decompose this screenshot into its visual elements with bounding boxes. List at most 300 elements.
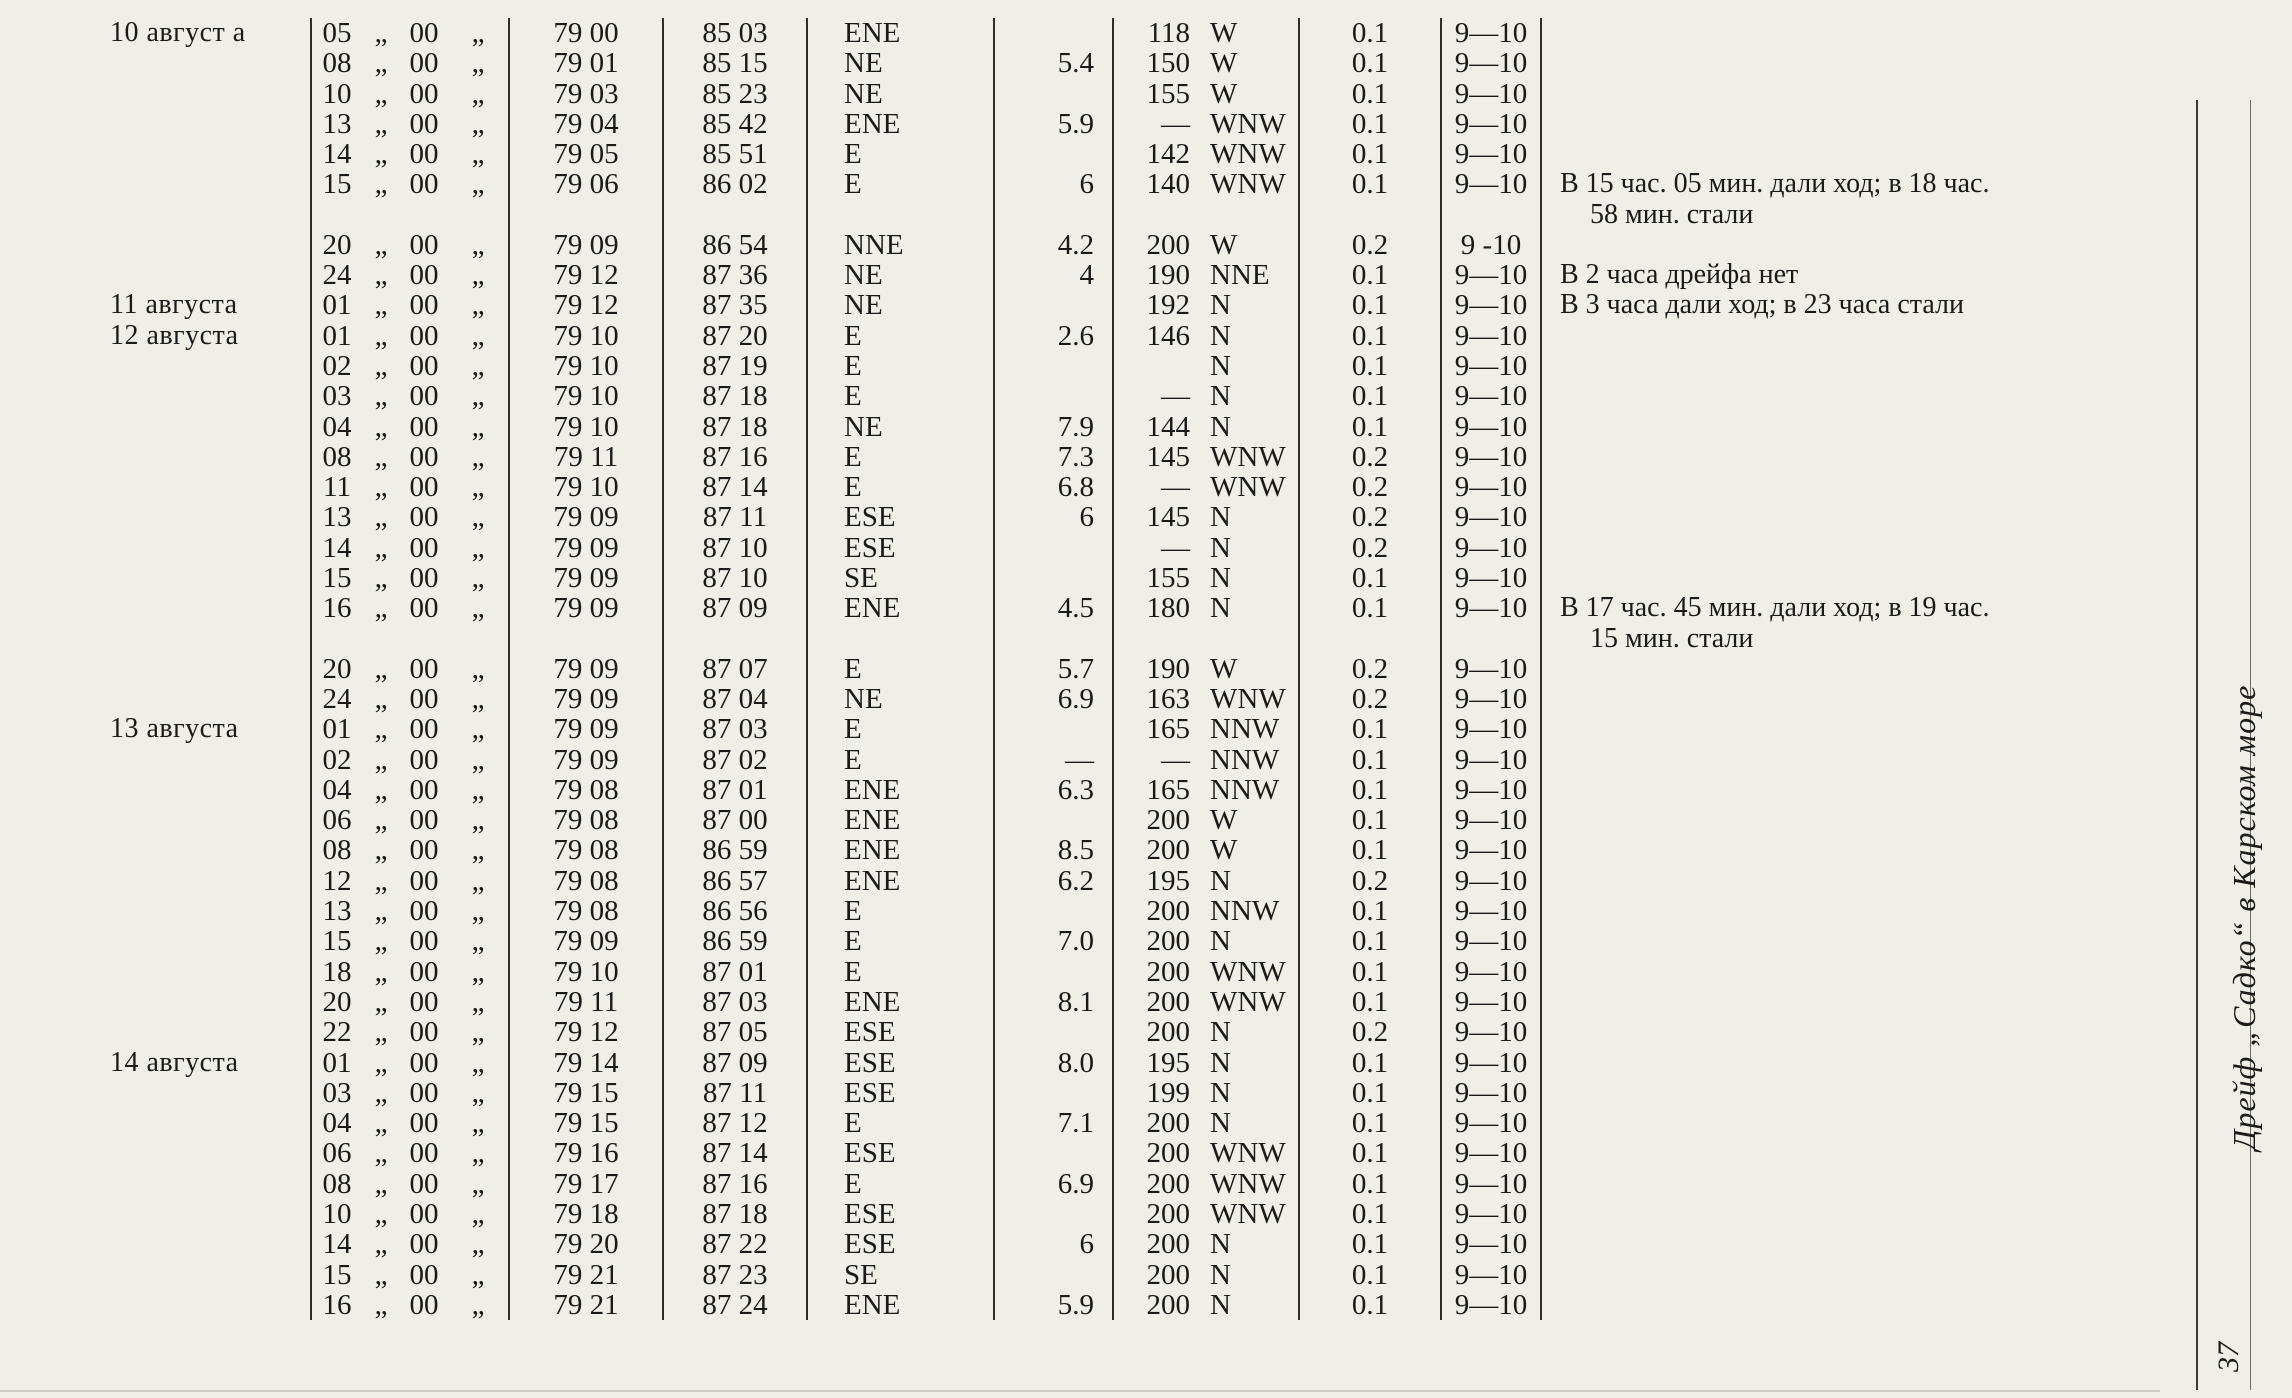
- hour-cell: 16: [311, 1290, 362, 1320]
- drift-direction-cell: N: [1210, 562, 1231, 595]
- date-cell: [110, 563, 311, 593]
- hour-cell: 03: [311, 1078, 362, 1108]
- ditto-mark: „: [471, 349, 485, 382]
- latitude-cell: 79 01: [509, 48, 663, 78]
- latitude-cell: 79 09: [509, 563, 663, 593]
- longitude-cell: 87 10: [663, 533, 807, 563]
- longitude-cell: 86 02: [663, 169, 807, 199]
- wind-direction-cell: E: [807, 321, 994, 351]
- ice-concentration-cell: 9—10: [1441, 684, 1541, 714]
- drift-direction-cell: N: [1210, 319, 1231, 352]
- drift-speed-cell: 0.2: [1299, 442, 1441, 472]
- drift-direction-cell: N: [1210, 592, 1231, 625]
- latitude-cell: 79 09: [509, 926, 663, 956]
- hour-cell: 01: [311, 714, 362, 744]
- drift-direction-cell: WNW: [1210, 1197, 1286, 1230]
- ice-concentration-cell: 9—10: [1441, 714, 1541, 744]
- minute-cell: 00: [409, 834, 439, 867]
- drift-direction-cell: N: [1210, 1288, 1231, 1321]
- drift-direction-cell: N: [1210, 501, 1231, 534]
- ditto-mark: „: [374, 1228, 388, 1261]
- date-cell: [110, 169, 311, 199]
- latitude-cell: 79 04: [509, 109, 663, 139]
- drift-speed-cell: 0.1: [1299, 1078, 1441, 1108]
- minute-cell: 00: [409, 592, 439, 625]
- hour-cell: 15: [311, 169, 362, 199]
- wind-direction-cell: ENE: [807, 987, 994, 1017]
- drift-azimuth-cell: 195: [1113, 866, 1202, 896]
- ditto-mark: „: [471, 471, 485, 504]
- date-cell: 10 август а: [110, 17, 246, 48]
- drift-direction-cell: NNW: [1210, 713, 1280, 746]
- drift-direction-cell: WNW: [1210, 1167, 1286, 1200]
- date-cell: [110, 1078, 311, 1108]
- ditto-mark: „: [471, 773, 485, 806]
- date-cell: [110, 139, 311, 169]
- drift-azimuth-cell: 150: [1113, 48, 1202, 78]
- ditto-mark: „: [374, 228, 388, 261]
- minute-cell: 00: [409, 349, 439, 382]
- wind-speed-cell: [994, 351, 1113, 381]
- hour-cell: 24: [311, 260, 362, 290]
- drift-azimuth-cell: 146: [1113, 321, 1202, 351]
- ditto-mark: „: [374, 138, 388, 171]
- ditto-mark: „: [374, 1107, 388, 1140]
- wind-direction-cell: ENE: [807, 109, 994, 139]
- longitude-cell: 87 09: [663, 1048, 807, 1078]
- longitude-cell: 87 35: [663, 290, 807, 320]
- wind-speed-cell: [994, 381, 1113, 411]
- drift-speed-cell: 0.1: [1299, 593, 1441, 623]
- minute-cell: 00: [409, 17, 439, 49]
- date-cell: [110, 866, 311, 896]
- ice-concentration-cell: 9—10: [1441, 48, 1541, 78]
- ditto-mark: „: [471, 713, 485, 746]
- table-row: [110, 593, 2200, 623]
- ice-concentration-cell: 9—10: [1441, 381, 1541, 411]
- date-cell: [110, 745, 311, 775]
- wind-speed-cell: [994, 1078, 1113, 1108]
- wind-direction-cell: ESE: [807, 1078, 994, 1108]
- drift-speed-cell: 0.1: [1299, 563, 1441, 593]
- ditto-mark: „: [471, 1197, 485, 1230]
- date-cell: [110, 442, 311, 472]
- ice-concentration-cell: 9—10: [1441, 866, 1541, 896]
- longitude-cell: 87 10: [663, 563, 807, 593]
- longitude-cell: 87 18: [663, 1199, 807, 1229]
- ice-concentration-cell: 9—10: [1441, 987, 1541, 1017]
- date-cell: [110, 835, 311, 865]
- drift-speed-cell: 0.1: [1299, 1229, 1441, 1259]
- ice-concentration-cell: 9—10: [1441, 1078, 1541, 1108]
- table-row: [110, 775, 2200, 805]
- ditto-mark: „: [374, 895, 388, 928]
- minute-cell: 00: [409, 228, 439, 261]
- drift-direction-cell: W: [1210, 17, 1238, 49]
- latitude-cell: 79 09: [509, 745, 663, 775]
- hour-cell: 15: [311, 1260, 362, 1290]
- date-cell: [110, 1290, 311, 1320]
- longitude-cell: 86 54: [663, 230, 807, 260]
- ditto-mark: „: [374, 955, 388, 988]
- drift-direction-cell: WNW: [1210, 440, 1286, 473]
- wind-direction-cell: E: [807, 139, 994, 169]
- minute-cell: 00: [409, 985, 439, 1018]
- latitude-cell: 79 16: [509, 1138, 663, 1168]
- minute-cell: 00: [409, 925, 439, 958]
- minute-cell: 00: [409, 1107, 439, 1140]
- wind-speed-cell: 8.5: [994, 835, 1113, 865]
- wind-direction-cell: E: [807, 926, 994, 956]
- remark-cell: [1541, 957, 2200, 987]
- hour-cell: 06: [311, 805, 362, 835]
- remark-cell: [1541, 139, 2200, 169]
- ditto-mark: „: [374, 985, 388, 1018]
- drift-direction-cell: N: [1210, 1016, 1231, 1049]
- date-cell: [110, 1108, 311, 1138]
- table-row: [110, 321, 2200, 351]
- ditto-mark: „: [471, 1076, 485, 1109]
- date-cell: [110, 775, 311, 805]
- hour-cell: 02: [311, 745, 362, 775]
- ditto-mark: „: [471, 410, 485, 443]
- date-cell: [110, 593, 311, 623]
- hour-cell: 15: [311, 926, 362, 956]
- ditto-mark: „: [471, 562, 485, 595]
- minute-cell: 00: [409, 77, 439, 110]
- remark-cell: [1541, 472, 2200, 502]
- ditto-mark: „: [374, 682, 388, 715]
- minute-cell: 00: [409, 319, 439, 352]
- longitude-cell: 87 16: [663, 1169, 807, 1199]
- drift-speed-cell: 0.2: [1299, 866, 1441, 896]
- date-cell: [110, 502, 311, 532]
- minute-cell: 00: [409, 289, 439, 322]
- drift-speed-cell: 0.1: [1299, 351, 1441, 381]
- drift-direction-cell: W: [1210, 228, 1238, 261]
- ditto-mark: „: [374, 713, 388, 746]
- wind-speed-cell: 6.9: [994, 1169, 1113, 1199]
- drift-azimuth-cell: 155: [1113, 563, 1202, 593]
- ditto-mark: „: [374, 562, 388, 595]
- margin-rule: [2196, 100, 2198, 1390]
- ice-concentration-cell: 9—10: [1441, 139, 1541, 169]
- longitude-cell: 85 03: [663, 18, 807, 48]
- wind-direction-cell: E: [807, 1169, 994, 1199]
- drift-speed-cell: 0.1: [1299, 412, 1441, 442]
- wind-direction-cell: ENE: [807, 593, 994, 623]
- hour-cell: 14: [311, 1229, 362, 1259]
- ditto-mark: „: [374, 1046, 388, 1079]
- remark-cell: [1541, 1169, 2200, 1199]
- ice-concentration-cell: 9—10: [1441, 109, 1541, 139]
- hour-cell: 11: [311, 472, 362, 502]
- wind-speed-cell: 7.1: [994, 1108, 1113, 1138]
- wind-speed-cell: [994, 533, 1113, 563]
- ditto-mark: „: [374, 349, 388, 382]
- latitude-cell: 79 10: [509, 412, 663, 442]
- latitude-cell: 79 21: [509, 1260, 663, 1290]
- remark-cell: [1541, 926, 2200, 956]
- wind-speed-cell: 6.2: [994, 866, 1113, 896]
- ice-concentration-cell: 9—10: [1441, 79, 1541, 109]
- table-row: [110, 714, 2200, 744]
- drift-speed-cell: 0.1: [1299, 987, 1441, 1017]
- drift-azimuth-cell: 200: [1113, 1108, 1202, 1138]
- drift-speed-cell: 0.1: [1299, 290, 1441, 320]
- ice-concentration-cell: 9—10: [1441, 1229, 1541, 1259]
- date-cell: [110, 351, 311, 381]
- drift-azimuth-cell: 200: [1113, 957, 1202, 987]
- ice-concentration-cell: 9—10: [1441, 1138, 1541, 1168]
- latitude-cell: 79 08: [509, 805, 663, 835]
- drift-azimuth-cell: 118: [1113, 18, 1202, 48]
- latitude-cell: 79 17: [509, 1169, 663, 1199]
- ditto-mark: „: [374, 440, 388, 473]
- ditto-mark: „: [374, 471, 388, 504]
- drift-azimuth-cell: 165: [1113, 714, 1202, 744]
- remark-continuation-text: 15 мин. стали: [1590, 622, 1754, 654]
- ditto-mark: „: [374, 380, 388, 413]
- drift-speed-cell: 0.1: [1299, 1108, 1441, 1138]
- wind-speed-cell: [994, 805, 1113, 835]
- date-cell: [110, 1017, 311, 1047]
- drift-speed-cell: 0.1: [1299, 169, 1441, 199]
- latitude-cell: 79 09: [509, 502, 663, 532]
- ditto-mark: „: [471, 501, 485, 534]
- drift-speed-cell: 0.2: [1299, 684, 1441, 714]
- minute-cell: 00: [409, 713, 439, 746]
- longitude-cell: 87 23: [663, 1260, 807, 1290]
- wind-direction-cell: E: [807, 1108, 994, 1138]
- wind-speed-cell: 6.9: [994, 684, 1113, 714]
- latitude-cell: 79 11: [509, 987, 663, 1017]
- ice-concentration-cell: 9—10: [1441, 835, 1541, 865]
- wind-direction-cell: E: [807, 654, 994, 684]
- latitude-cell: 79 10: [509, 957, 663, 987]
- latitude-cell: 79 10: [509, 321, 663, 351]
- drift-azimuth-cell: 192: [1113, 290, 1202, 320]
- table-row: [110, 139, 2200, 169]
- longitude-cell: 87 01: [663, 957, 807, 987]
- ditto-mark: „: [471, 47, 485, 80]
- table-row: [110, 654, 2200, 684]
- drift-speed-cell: 0.1: [1299, 896, 1441, 926]
- drift-speed-cell: 0.1: [1299, 260, 1441, 290]
- minute-cell: 00: [409, 955, 439, 988]
- remark-cell: [1541, 1108, 2200, 1138]
- hour-cell: 13: [311, 502, 362, 532]
- ice-concentration-cell: 9—10: [1441, 260, 1541, 290]
- drift-speed-cell: 0.1: [1299, 79, 1441, 109]
- longitude-cell: 87 12: [663, 1108, 807, 1138]
- drift-direction-cell: WNW: [1210, 107, 1286, 140]
- latitude-cell: 79 09: [509, 593, 663, 623]
- minute-cell: 00: [409, 1016, 439, 1049]
- table-row: [110, 1229, 2200, 1259]
- table-row: [110, 472, 2200, 502]
- ice-concentration-cell: 9—10: [1441, 290, 1541, 320]
- drift-azimuth-cell: 200: [1113, 1199, 1202, 1229]
- remark-cell: [1541, 1199, 2200, 1229]
- wind-speed-cell: 5.7: [994, 654, 1113, 684]
- table-row: [110, 805, 2200, 835]
- ditto-mark: „: [471, 259, 485, 292]
- hour-cell: 04: [311, 1108, 362, 1138]
- drift-speed-cell: 0.1: [1299, 775, 1441, 805]
- latitude-cell: 79 09: [509, 684, 663, 714]
- latitude-cell: 79 09: [509, 654, 663, 684]
- table-row: [110, 533, 2200, 563]
- drift-direction-cell: N: [1210, 1258, 1231, 1291]
- ice-concentration-cell: 9—10: [1441, 351, 1541, 381]
- longitude-cell: 87 01: [663, 775, 807, 805]
- ditto-mark: „: [374, 1016, 388, 1049]
- remark-cell: [1541, 1048, 2200, 1078]
- ditto-mark: „: [374, 652, 388, 685]
- drift-speed-cell: 0.1: [1299, 745, 1441, 775]
- longitude-cell: 87 03: [663, 714, 807, 744]
- table-row: [110, 502, 2200, 532]
- drift-direction-cell: N: [1210, 864, 1231, 897]
- remark-cell: [1541, 775, 2200, 805]
- hour-cell: 20: [311, 654, 362, 684]
- remark-cell: В 2 часа дрейфа нет: [1541, 260, 2200, 290]
- wind-direction-cell: NE: [807, 412, 994, 442]
- drift-azimuth-cell: 155: [1113, 79, 1202, 109]
- longitude-cell: 87 16: [663, 442, 807, 472]
- drift-speed-cell: 0.1: [1299, 835, 1441, 865]
- wind-direction-cell: ESE: [807, 533, 994, 563]
- drift-azimuth-cell: 190: [1113, 654, 1202, 684]
- date-cell: [110, 412, 311, 442]
- ditto-mark: „: [471, 955, 485, 988]
- wind-speed-cell: 7.3: [994, 442, 1113, 472]
- remark-cell: [1541, 1078, 2200, 1108]
- ditto-mark: „: [471, 440, 485, 473]
- drift-azimuth-cell: 200: [1113, 1229, 1202, 1259]
- latitude-cell: 79 10: [509, 381, 663, 411]
- drift-speed-cell: 0.2: [1299, 533, 1441, 563]
- wind-direction-cell: ENE: [807, 1290, 994, 1320]
- longitude-cell: 87 03: [663, 987, 807, 1017]
- drift-direction-cell: N: [1210, 1228, 1231, 1261]
- wind-direction-cell: E: [807, 169, 994, 199]
- table-row: [110, 290, 2200, 320]
- table-row: [110, 987, 2200, 1017]
- table-row: [110, 835, 2200, 865]
- drift-azimuth-cell: 190: [1113, 260, 1202, 290]
- ditto-mark: „: [374, 410, 388, 443]
- longitude-cell: 85 42: [663, 109, 807, 139]
- wind-speed-cell: 7.0: [994, 926, 1113, 956]
- ice-concentration-cell: 9—10: [1441, 926, 1541, 956]
- table-row: [110, 1260, 2200, 1290]
- ditto-mark: „: [471, 592, 485, 625]
- wind-direction-cell: E: [807, 442, 994, 472]
- table-row: [110, 1017, 2200, 1047]
- wind-direction-cell: NNE: [807, 230, 994, 260]
- ice-concentration-cell: 9—10: [1441, 745, 1541, 775]
- table-row: [110, 169, 2200, 199]
- drift-direction-cell: WNW: [1210, 138, 1286, 171]
- table-row: [110, 1048, 2200, 1078]
- longitude-cell: 87 04: [663, 684, 807, 714]
- wind-speed-cell: 6.3: [994, 775, 1113, 805]
- ice-concentration-cell: 9—10: [1441, 1017, 1541, 1047]
- drift-azimuth-cell: 145: [1113, 502, 1202, 532]
- longitude-cell: 87 14: [663, 472, 807, 502]
- ditto-mark: „: [374, 259, 388, 292]
- remark-cell: [1541, 563, 2200, 593]
- table-row: [110, 18, 2200, 48]
- hour-cell: 14: [311, 533, 362, 563]
- drift-azimuth-cell: 200: [1113, 805, 1202, 835]
- ditto-mark: „: [471, 895, 485, 928]
- wind-speed-cell: 6: [994, 169, 1113, 199]
- minute-cell: 00: [409, 440, 439, 473]
- ditto-mark: „: [374, 804, 388, 837]
- hour-cell: 06: [311, 1138, 362, 1168]
- table-row: [110, 1108, 2200, 1138]
- ditto-mark: „: [374, 743, 388, 776]
- drift-direction-cell: N: [1210, 289, 1231, 322]
- latitude-cell: 79 20: [509, 1229, 663, 1259]
- drift-log-table: [110, 18, 2200, 1320]
- wind-speed-cell: 8.0: [994, 1048, 1113, 1078]
- ditto-mark: „: [374, 319, 388, 352]
- wind-speed-cell: [994, 896, 1113, 926]
- hour-cell: 08: [311, 1169, 362, 1199]
- latitude-cell: 79 09: [509, 533, 663, 563]
- longitude-cell: 87 18: [663, 412, 807, 442]
- drift-direction-cell: W: [1210, 804, 1238, 837]
- drift-direction-cell: WNW: [1210, 955, 1286, 988]
- wind-speed-cell: [994, 957, 1113, 987]
- table-spacer-row: [110, 624, 2200, 654]
- longitude-cell: 87 07: [663, 654, 807, 684]
- drift-azimuth-cell: 200: [1113, 1138, 1202, 1168]
- longitude-cell: 85 23: [663, 79, 807, 109]
- wind-speed-cell: [994, 290, 1113, 320]
- drift-speed-cell: 0.1: [1299, 381, 1441, 411]
- remark-cell: [1541, 714, 2200, 744]
- ditto-mark: „: [374, 501, 388, 534]
- minute-cell: 00: [409, 652, 439, 685]
- remark-cell: [1541, 1260, 2200, 1290]
- wind-speed-cell: 5.9: [994, 1290, 1113, 1320]
- remark-continuation: [1541, 200, 2200, 230]
- date-cell: [110, 1229, 311, 1259]
- latitude-cell: 79 09: [509, 714, 663, 744]
- ice-concentration-cell: 9—10: [1441, 502, 1541, 532]
- ditto-mark: „: [374, 1288, 388, 1321]
- ditto-mark: „: [374, 17, 388, 49]
- drift-direction-cell: WNW: [1210, 471, 1286, 504]
- ditto-mark: „: [471, 1137, 485, 1170]
- remark-cell: [1541, 109, 2200, 139]
- wind-speed-cell: 6.8: [994, 472, 1113, 502]
- wind-direction-cell: E: [807, 381, 994, 411]
- ice-concentration-cell: 9—10: [1441, 805, 1541, 835]
- date-cell: [110, 926, 311, 956]
- page-number: 37: [2212, 1342, 2245, 1372]
- drift-azimuth-cell: 200: [1113, 1290, 1202, 1320]
- latitude-cell: 79 08: [509, 835, 663, 865]
- longitude-cell: 86 56: [663, 896, 807, 926]
- wind-direction-cell: ESE: [807, 502, 994, 532]
- wind-speed-cell: [994, 1017, 1113, 1047]
